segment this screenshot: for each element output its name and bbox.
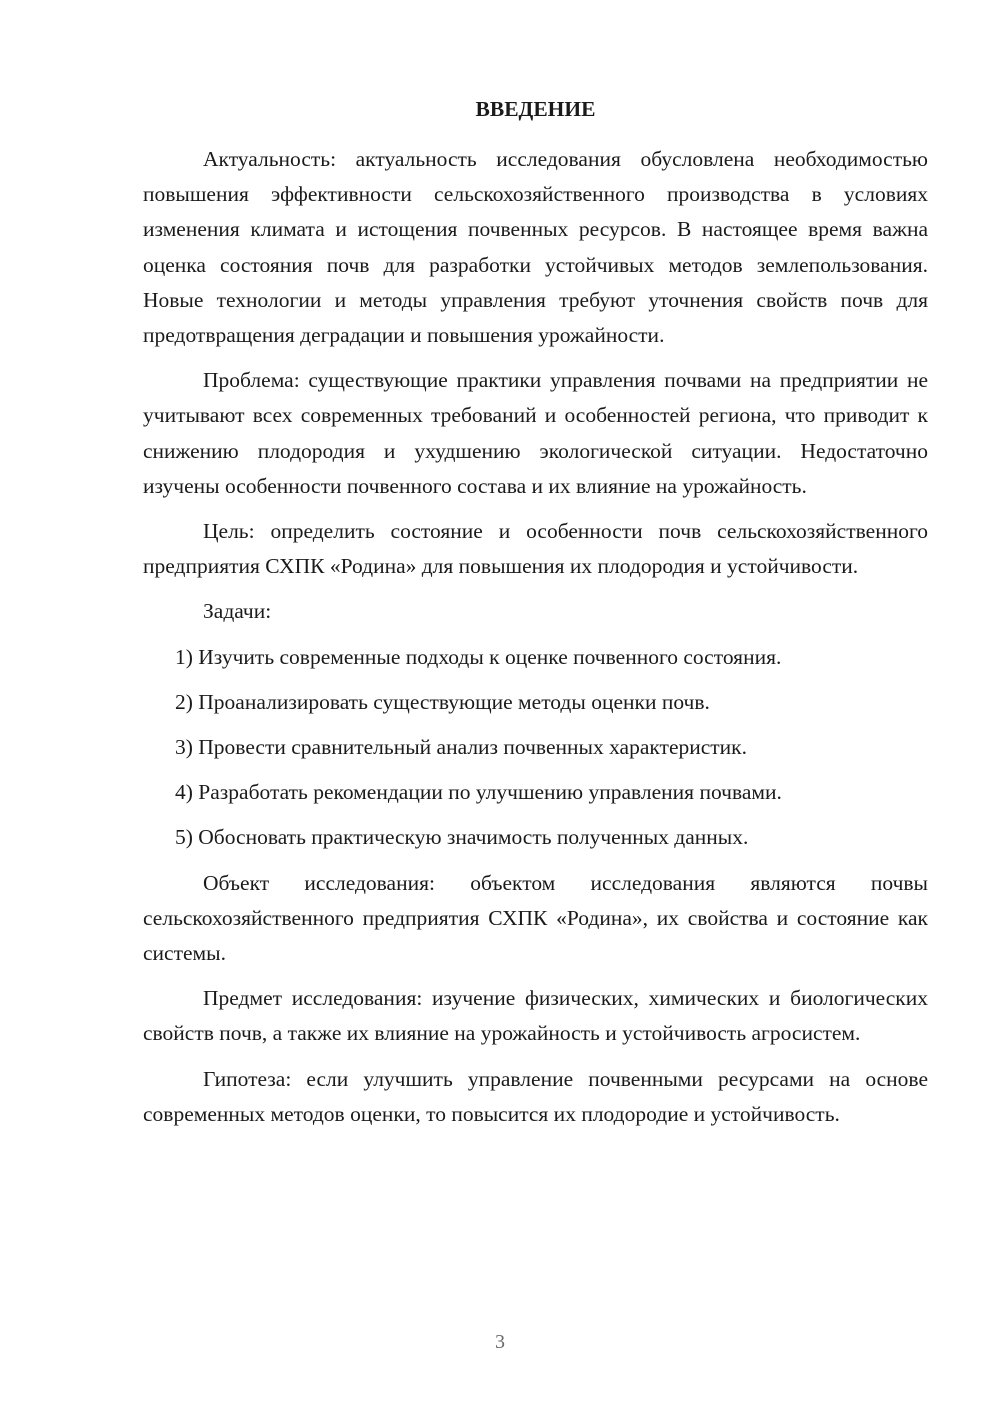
page-number: 3 bbox=[495, 1331, 505, 1353]
task-item: 1) Изучить современные подходы к оценке почвенного состояния. bbox=[175, 644, 782, 669]
task-item: 5) Обосновать практическую значимость полученных данных. bbox=[175, 825, 749, 850]
task-item: 4) Разработать рекомендации по улучшению управления почвами. bbox=[175, 780, 782, 805]
goal-paragraph: Цель: определить состояние и особенности почв сельскохозяйственного предприятия СХПК «Родина» для повышения их плодородия и устойчивости. bbox=[143, 519, 928, 579]
document-page bbox=[143, 92, 928, 1142]
tasks-label: Задачи: bbox=[203, 599, 272, 624]
hypothesis-paragraph: Гипотеза: если улучшить управление почвенными ресурсами на основе современных методов оценки, то повысится их плодородие и устойчивость. bbox=[143, 1066, 928, 1126]
problem-paragraph: Проблема: существующие практики управления почвами на предприятии не учитывают всех современных требований и особенностей региона, что приводит к снижению плодородия и ухудшению экологической ситуации. Недостаточно изучены особенности почвенного состава и их влияние на урожайность. bbox=[143, 368, 928, 498]
page-title: ВВЕДЕНИЕ bbox=[475, 97, 596, 121]
task-item: 2) Проанализировать существующие методы оценки почв. bbox=[175, 689, 710, 714]
relevance-paragraph: Актуальность: актуальность исследования обусловлена необходимостью повышения эффективности сельскохозяйственного производства в условиях изменения климата и истощения почвенных ресурсов. В настоящее время важна оценка состояния почв для разработки устойчивых методов землепользования. Новые технологии и методы управления требуют уточнения свойств почв для предотвращения деградации и повышения урожайности. bbox=[143, 147, 928, 348]
subject-paragraph: Предмет исследования: изучение физических, химических и биологических свойств почв, а также их влияние на урожайность и устойчивость агросистем. bbox=[143, 986, 928, 1046]
tasks-list bbox=[143, 640, 928, 856]
task-item: 3) Провести сравнительный анализ почвенных характеристик. bbox=[175, 735, 748, 760]
object-paragraph: Объект исследования: объектом исследования являются почвы сельскохозяйственного предприятия СХПК «Родина», их свойства и состояние как системы. bbox=[143, 870, 928, 966]
